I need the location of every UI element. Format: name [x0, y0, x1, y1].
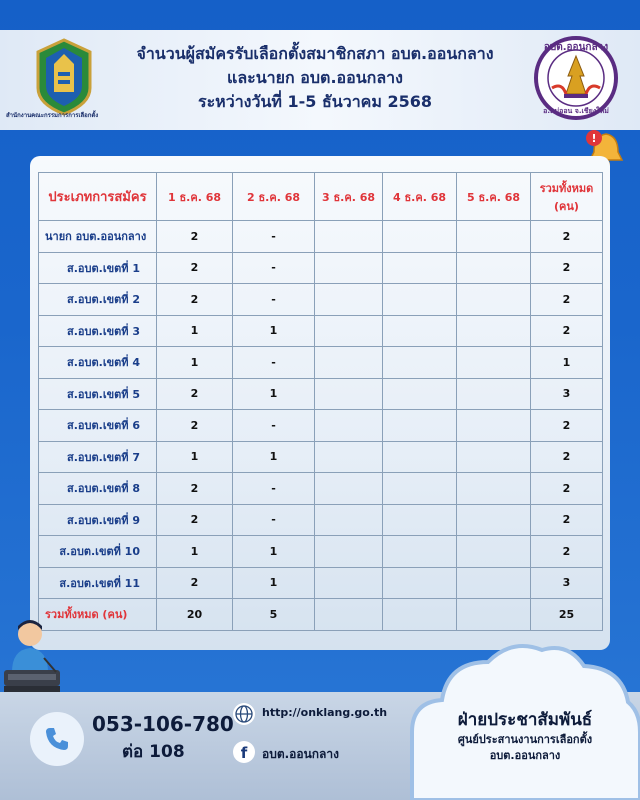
row-label: รวมทั้งหมด (คน) — [39, 599, 157, 631]
row-label: ส.อบต.เขตที่ 1 — [39, 252, 157, 284]
row-label: ส.อบต.เขตที่ 10 — [39, 536, 157, 568]
col-header-day5: 5 ธ.ค. 68 — [457, 173, 531, 221]
day-cell-d3 — [315, 504, 383, 536]
day-cell-d1: 1 — [157, 315, 233, 347]
day-cell-d1: 1 — [157, 347, 233, 379]
day-cell-d2: - — [233, 504, 315, 536]
day-cell-d4 — [383, 315, 457, 347]
day-cell-d4 — [383, 504, 457, 536]
day-cell-d1: 2 — [157, 284, 233, 316]
day-cell-d2: 1 — [233, 567, 315, 599]
pr-title: ฝ่ายประชาสัมพันธ์ — [457, 710, 593, 730]
day-cell-d3 — [315, 567, 383, 599]
row-label: ส.อบต.เขตที่ 5 — [39, 378, 157, 410]
day-cell-d5 — [457, 378, 531, 410]
day-cell-d1: 2 — [157, 567, 233, 599]
row-label: นายก อบต.ออนกลาง — [39, 221, 157, 253]
row-label: ส.อบต.เขตที่ 2 — [39, 284, 157, 316]
day-cell-d1: 2 — [157, 378, 233, 410]
day-cell-d4 — [383, 599, 457, 631]
row-total-cell: 1 — [531, 347, 603, 379]
day-cell-d1: 2 — [157, 221, 233, 253]
col-header-day2: 2 ธ.ค. 68 — [233, 173, 315, 221]
row-label: ส.อบต.เขตที่ 6 — [39, 410, 157, 442]
day-cell-d2: - — [233, 284, 315, 316]
table-row — [39, 252, 603, 284]
day-cell-d4 — [383, 441, 457, 473]
day-cell-d5 — [457, 284, 531, 316]
row-total-cell: 2 — [531, 473, 603, 505]
table-row — [39, 284, 603, 316]
table-panel — [30, 156, 610, 650]
day-cell-d2: - — [233, 252, 315, 284]
table-row — [39, 410, 603, 442]
row-total-cell: 2 — [531, 315, 603, 347]
col-header-type: ประเภทการสมัคร — [39, 173, 157, 221]
announcer-icon — [0, 612, 72, 696]
page-title — [100, 42, 530, 114]
day-cell-d1: 2 — [157, 473, 233, 505]
day-cell-d3 — [315, 599, 383, 631]
day-cell-d5 — [457, 441, 531, 473]
day-cell-d5 — [457, 252, 531, 284]
day-cell-d4 — [383, 347, 457, 379]
table-header-row — [39, 173, 603, 221]
col-header-day4: 4 ธ.ค. 68 — [383, 173, 457, 221]
day-cell-d5 — [457, 410, 531, 442]
row-label: ส.อบต.เขตที่ 8 — [39, 473, 157, 505]
day-cell-d1: 2 — [157, 252, 233, 284]
day-cell-d5 — [457, 347, 531, 379]
onklang-logo-top: อบต.ออนกลาง — [543, 42, 609, 53]
header-banner — [0, 30, 640, 130]
day-cell-d3 — [315, 536, 383, 568]
row-total-cell: 2 — [531, 410, 603, 442]
row-total-cell: 2 — [531, 504, 603, 536]
day-cell-d4 — [383, 473, 457, 505]
table-row — [39, 567, 603, 599]
row-total-cell: 3 — [531, 378, 603, 410]
row-total-cell: 3 — [531, 567, 603, 599]
day-cell-d4 — [383, 221, 457, 253]
title-line-1: จำนวนผู้สมัครรับเลือกตั้งสมาชิกสภา อบต.ออนกลาง — [136, 44, 494, 63]
table-row — [39, 347, 603, 379]
globe-icon — [232, 702, 256, 726]
day-cell-d3 — [315, 441, 383, 473]
svg-text:!: ! — [591, 132, 597, 145]
day-cell-d5 — [457, 536, 531, 568]
day-cell-d4 — [383, 378, 457, 410]
svg-text:f: f — [240, 744, 248, 762]
day-cell-d2: 1 — [233, 441, 315, 473]
table-row — [39, 221, 603, 253]
day-cell-d2: - — [233, 473, 315, 505]
onklang-logo-bottom: อ.แม่ออน จ.เชียงใหม่ — [543, 107, 609, 115]
table-row — [39, 536, 603, 568]
day-cell-d5 — [457, 221, 531, 253]
phone-extension: ต่อ 108 — [122, 742, 185, 762]
title-line-2: และนายก อบต.ออนกลาง — [227, 68, 403, 87]
day-cell-d5 — [457, 504, 531, 536]
day-cell-d2: 5 — [233, 599, 315, 631]
phone-number: 053-106-780 — [92, 712, 234, 736]
day-cell-d5 — [457, 567, 531, 599]
day-cell-d5 — [457, 473, 531, 505]
day-cell-d1: 1 — [157, 441, 233, 473]
row-label: ส.อบต.เขตที่ 7 — [39, 441, 157, 473]
row-total-cell: 2 — [531, 284, 603, 316]
day-cell-d2: - — [233, 221, 315, 253]
day-cell-d3 — [315, 315, 383, 347]
website-link[interactable]: http://onklang.go.th — [262, 706, 388, 719]
table-row — [39, 378, 603, 410]
row-total-cell: 25 — [531, 599, 603, 631]
pr-subtitle-1: ศูนย์ประสานงานการเลือกตั้ง — [457, 733, 593, 746]
table-row — [39, 441, 603, 473]
row-label: ส.อบต.เขตที่ 9 — [39, 504, 157, 536]
row-total-cell: 2 — [531, 536, 603, 568]
day-cell-d1: 1 — [157, 536, 233, 568]
table-row — [39, 504, 603, 536]
day-cell-d4 — [383, 252, 457, 284]
day-cell-d4 — [383, 567, 457, 599]
row-total-cell: 2 — [531, 441, 603, 473]
day-cell-d1: 20 — [157, 599, 233, 631]
day-cell-d3 — [315, 378, 383, 410]
row-label: ส.อบต.เขตที่ 4 — [39, 347, 157, 379]
col-header-total: รวมทั้งหมด (คน) — [531, 173, 603, 221]
row-total-cell: 2 — [531, 221, 603, 253]
col-header-day1: 1 ธ.ค. 68 — [157, 173, 233, 221]
day-cell-d3 — [315, 221, 383, 253]
table-total-row — [39, 599, 603, 631]
day-cell-d2: - — [233, 347, 315, 379]
day-cell-d2: 1 — [233, 315, 315, 347]
day-cell-d5 — [457, 599, 531, 631]
row-total-cell: 2 — [531, 252, 603, 284]
day-cell-d3 — [315, 347, 383, 379]
day-cell-d2: 1 — [233, 378, 315, 410]
candidate-table — [38, 172, 603, 631]
phone-icon — [42, 724, 72, 754]
day-cell-d3 — [315, 473, 383, 505]
col-header-day3: 3 ธ.ค. 68 — [315, 173, 383, 221]
title-line-3: ระหว่างวันที่ 1-5 ธันวาคม 2568 — [197, 92, 433, 111]
day-cell-d3 — [315, 252, 383, 284]
table-row — [39, 315, 603, 347]
day-cell-d4 — [383, 284, 457, 316]
day-cell-d2: - — [233, 410, 315, 442]
facebook-icon — [232, 740, 256, 764]
row-label: ส.อบต.เขตที่ 3 — [39, 315, 157, 347]
day-cell-d3 — [315, 284, 383, 316]
day-cell-d4 — [383, 410, 457, 442]
day-cell-d3 — [315, 410, 383, 442]
day-cell-d2: 1 — [233, 536, 315, 568]
day-cell-d1: 2 — [157, 410, 233, 442]
table-row — [39, 473, 603, 505]
facebook-link[interactable]: อบต.ออนกลาง — [262, 747, 340, 761]
row-label: ส.อบต.เขตที่ 11 — [39, 567, 157, 599]
phone-button[interactable] — [30, 712, 84, 766]
pr-subtitle-2: อบต.ออนกลาง — [489, 749, 561, 762]
day-cell-d1: 2 — [157, 504, 233, 536]
ect-logo-caption: สำนักงานคณะกรรมการการเลือกตั้ง — [6, 112, 99, 119]
day-cell-d5 — [457, 315, 531, 347]
day-cell-d4 — [383, 536, 457, 568]
